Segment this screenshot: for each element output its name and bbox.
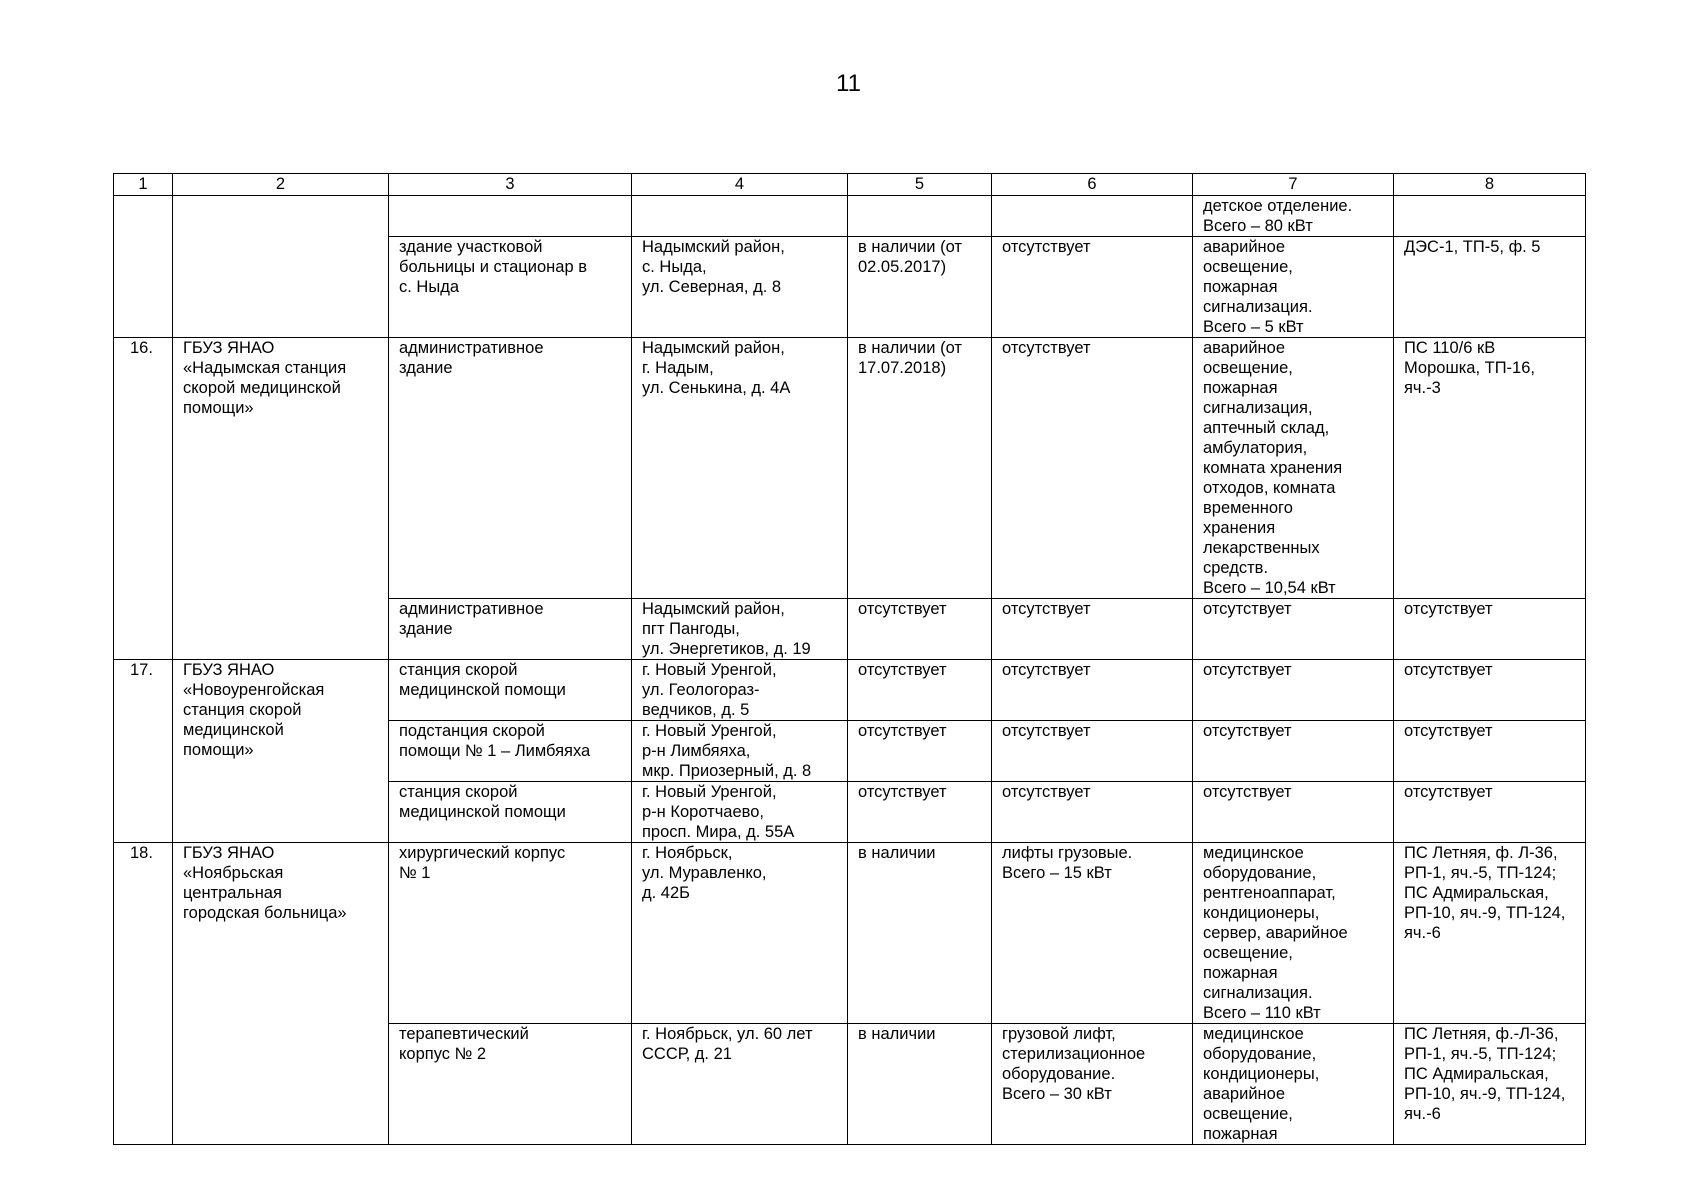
table-row xyxy=(114,843,1586,1024)
supply-cell: отсутствует xyxy=(1394,721,1586,782)
supply-cell: ПС Летняя, ф.-Л-36, РП-1, яч.-5, ТП-124; ПС Адмиральская, РП-10, яч.-9, ТП-124, яч.-6 xyxy=(1394,1024,1586,1145)
passport-cell: в наличии xyxy=(848,1024,992,1145)
object-cell: станция скорой медицинской помощи xyxy=(389,782,632,843)
row-number-cell: 17. xyxy=(114,660,173,843)
passport-cell: отсутствует xyxy=(848,721,992,782)
organization-cell: ГБУЗ ЯНАО «Надымская станция скорой медицинской помощи» xyxy=(173,338,389,660)
address-cell xyxy=(632,196,848,237)
column-header: 3 xyxy=(389,174,632,196)
load-cell: детское отделение. Всего – 80 кВт xyxy=(1193,196,1394,237)
load-cell: аварийное освещение, пожарная сигнализация, аптечный склад, амбулатория, комната хранения отходов, комната временного хранения лекарственных средств. Всего – 10,54 кВт xyxy=(1193,338,1394,599)
column-header: 4 xyxy=(632,174,848,196)
address-cell: г. Ноябрьск, ул. Муравленко, д. 42Б xyxy=(632,843,848,1024)
column-header: 2 xyxy=(173,174,389,196)
category-cell: отсутствует xyxy=(992,660,1193,721)
page-number: 11 xyxy=(836,70,861,97)
address-cell: Надымский район, с. Ныда, ул. Северная, д. 8 xyxy=(632,237,848,338)
load-cell: медицинское оборудование, кондиционеры, аварийное освещение, пожарная xyxy=(1193,1024,1394,1145)
column-header: 8 xyxy=(1394,174,1586,196)
table-row xyxy=(114,196,1586,237)
object-cell: станция скорой медицинской помощи xyxy=(389,660,632,721)
object-cell: административное здание xyxy=(389,338,632,599)
supply-cell: ПС 110/6 кВ Морошка, ТП-16, яч.-3 xyxy=(1394,338,1586,599)
passport-cell: в наличии xyxy=(848,843,992,1024)
category-cell: лифты грузовые. Всего – 15 кВт xyxy=(992,843,1193,1024)
facilities-table xyxy=(113,173,1586,1145)
column-header: 5 xyxy=(848,174,992,196)
column-header: 7 xyxy=(1193,174,1394,196)
passport-cell: отсутствует xyxy=(848,660,992,721)
category-cell: отсутствует xyxy=(992,338,1193,599)
category-cell: отсутствует xyxy=(992,721,1193,782)
row-number-cell: 16. xyxy=(114,338,173,660)
organization-cell: ГБУЗ ЯНАО «Ноябрьская центральная городская больница» xyxy=(173,843,389,1145)
organization-cell xyxy=(173,196,389,338)
object-cell: подстанция скорой помощи № 1 – Лимбяяха xyxy=(389,721,632,782)
supply-cell: ДЭС-1, ТП-5, ф. 5 xyxy=(1394,237,1586,338)
column-header: 1 xyxy=(114,174,173,196)
category-cell: отсутствует xyxy=(992,237,1193,338)
address-cell: г. Новый Уренгой, р-н Коротчаево, просп. Мира, д. 55А xyxy=(632,782,848,843)
object-cell: здание участковой больницы и стационар в с. Ныда xyxy=(389,237,632,338)
passport-cell xyxy=(848,196,992,237)
row-number-cell xyxy=(114,196,173,338)
load-cell: отсутствует xyxy=(1193,782,1394,843)
address-cell: Надымский район, пгт Пангоды, ул. Энергетиков, д. 19 xyxy=(632,599,848,660)
address-cell: г. Новый Уренгой, ул. Геологораз- ведчиков, д. 5 xyxy=(632,660,848,721)
object-cell xyxy=(389,196,632,237)
category-cell: отсутствует xyxy=(992,782,1193,843)
supply-cell: отсутствует xyxy=(1394,782,1586,843)
load-cell: отсутствует xyxy=(1193,599,1394,660)
column-header: 6 xyxy=(992,174,1193,196)
table-row xyxy=(114,338,1586,599)
organization-cell: ГБУЗ ЯНАО «Новоуренгойская станция скорой медицинской помощи» xyxy=(173,660,389,843)
category-cell: отсутствует xyxy=(992,599,1193,660)
load-cell: отсутствует xyxy=(1193,660,1394,721)
load-cell: аварийное освещение, пожарная сигнализация. Всего – 5 кВт xyxy=(1193,237,1394,338)
supply-cell: ПС Летняя, ф. Л-36, РП-1, яч.-5, ТП-124; ПС Адмиральская, РП-10, яч.-9, ТП-124, яч.-6 xyxy=(1394,843,1586,1024)
address-cell: Надымский район, г. Надым, ул. Сенькина, д. 4А xyxy=(632,338,848,599)
load-cell: медицинское оборудование, рентгеноаппарат, кондиционеры, сервер, аварийное освещение, пожарная сигнализация. Всего – 110 кВт xyxy=(1193,843,1394,1024)
object-cell: хирургический корпус № 1 xyxy=(389,843,632,1024)
passport-cell: в наличии (от 02.05.2017) xyxy=(848,237,992,338)
supply-cell xyxy=(1394,196,1586,237)
row-number-cell: 18. xyxy=(114,843,173,1145)
passport-cell: отсутствует xyxy=(848,782,992,843)
category-cell: грузовой лифт, стерилизационное оборудование. Всего – 30 кВт xyxy=(992,1024,1193,1145)
object-cell: административное здание xyxy=(389,599,632,660)
table-row xyxy=(114,660,1586,721)
supply-cell: отсутствует xyxy=(1394,660,1586,721)
supply-cell: отсутствует xyxy=(1394,599,1586,660)
table-header-row xyxy=(114,174,1586,196)
object-cell: терапевтический корпус № 2 xyxy=(389,1024,632,1145)
load-cell: отсутствует xyxy=(1193,721,1394,782)
category-cell xyxy=(992,196,1193,237)
passport-cell: отсутствует xyxy=(848,599,992,660)
address-cell: г. Новый Уренгой, р-н Лимбяяха, мкр. Приозерный, д. 8 xyxy=(632,721,848,782)
address-cell: г. Ноябрьск, ул. 60 лет СССР, д. 21 xyxy=(632,1024,848,1145)
passport-cell: в наличии (от 17.07.2018) xyxy=(848,338,992,599)
